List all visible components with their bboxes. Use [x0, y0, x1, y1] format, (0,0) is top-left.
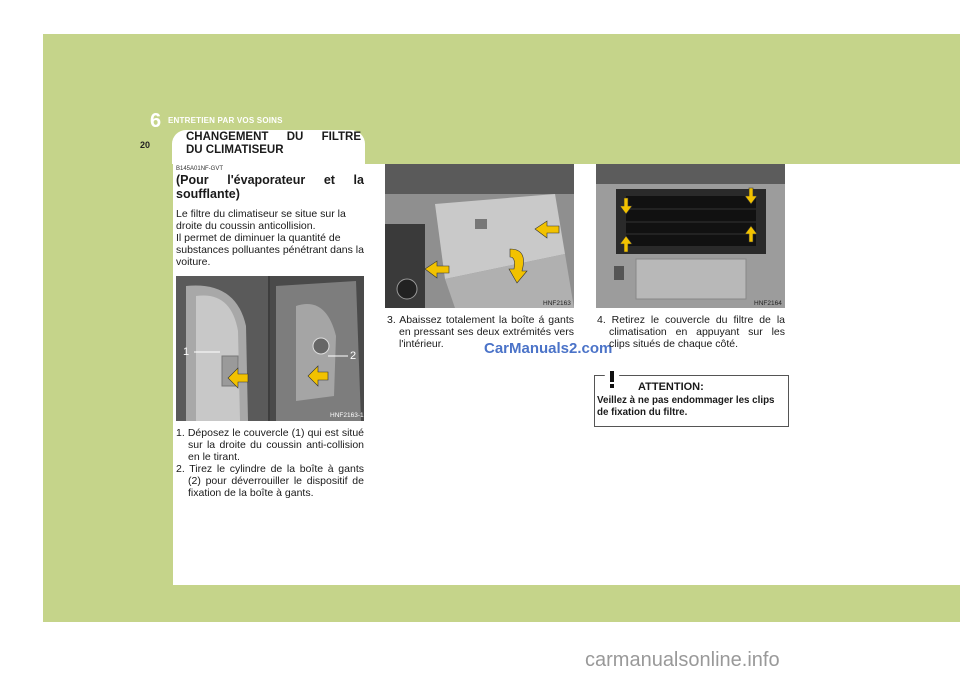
steps-list-right — [597, 314, 785, 350]
figure-3-illustration — [596, 164, 785, 308]
steps-list-left — [176, 427, 364, 499]
figure-3-photo — [596, 164, 785, 308]
step-3: 3. Abaissez totalement la boîte á gants en pressant ses deux extrémités vers l'intérieur. — [387, 314, 574, 350]
step-2: 2. Tirez le cylindre de la boîte à gants (2) pour déverrouiller le dispositif de fixation de la boîte à gants. — [176, 463, 364, 499]
page-number: 20 — [140, 140, 151, 150]
footer-band — [43, 585, 960, 622]
intro-paragraph — [176, 208, 364, 268]
section-code: B145A01NF-GVT — [176, 166, 224, 172]
chapter-title: ENTRETIEN PAR VOS SOINS — [168, 116, 283, 125]
figure-1-illustration — [176, 276, 364, 421]
paragraph-2: Il permet de diminuer la quantité de substances polluantes pénétrant dans la voiture. — [176, 232, 364, 268]
warning-title: ATTENTION: — [638, 381, 704, 393]
section-title-line2: DU CLIMATISEUR — [186, 144, 284, 156]
figure-1-label-2: 2 — [350, 350, 357, 362]
section-title — [186, 131, 361, 157]
figure-2-photo — [385, 164, 574, 308]
paragraph-1: Le filtre du climatiseur se situe sur la droite du coussin anticollision. — [176, 208, 346, 232]
figure-2-code: HNF2163 — [543, 300, 571, 307]
figure-2-illustration — [385, 164, 574, 308]
figure-1-label-1: 1 — [183, 346, 190, 358]
figure-3-code: HNF2164 — [754, 300, 782, 307]
chapter-number: 6 — [150, 110, 162, 132]
warning-text: Veillez à ne pas endommager les clips de fixation du filtre. — [597, 395, 775, 418]
step-4: 4. Retirez le couvercle du filtre de la climatisation en appuyant sur les clips situés de chaque côté. — [597, 314, 785, 350]
warning-triangle-icon — [596, 363, 628, 391]
section-title-line1: CHANGEMENT DU FILTRE — [186, 131, 361, 143]
watermark: CarManuals2.com — [484, 340, 613, 357]
footer-site-watermark: carmanualsonline.info — [585, 649, 780, 671]
section-subhead: (Pour l'évaporateur et la soufflante) — [176, 173, 364, 201]
step-1: 1. Déposez le couvercle (1) qui est situé sur la droite du coussin anti-collision en le tirant. — [176, 427, 364, 463]
figure-1-photo — [176, 276, 364, 421]
figure-1-code: HNF2163-1 — [330, 412, 364, 419]
